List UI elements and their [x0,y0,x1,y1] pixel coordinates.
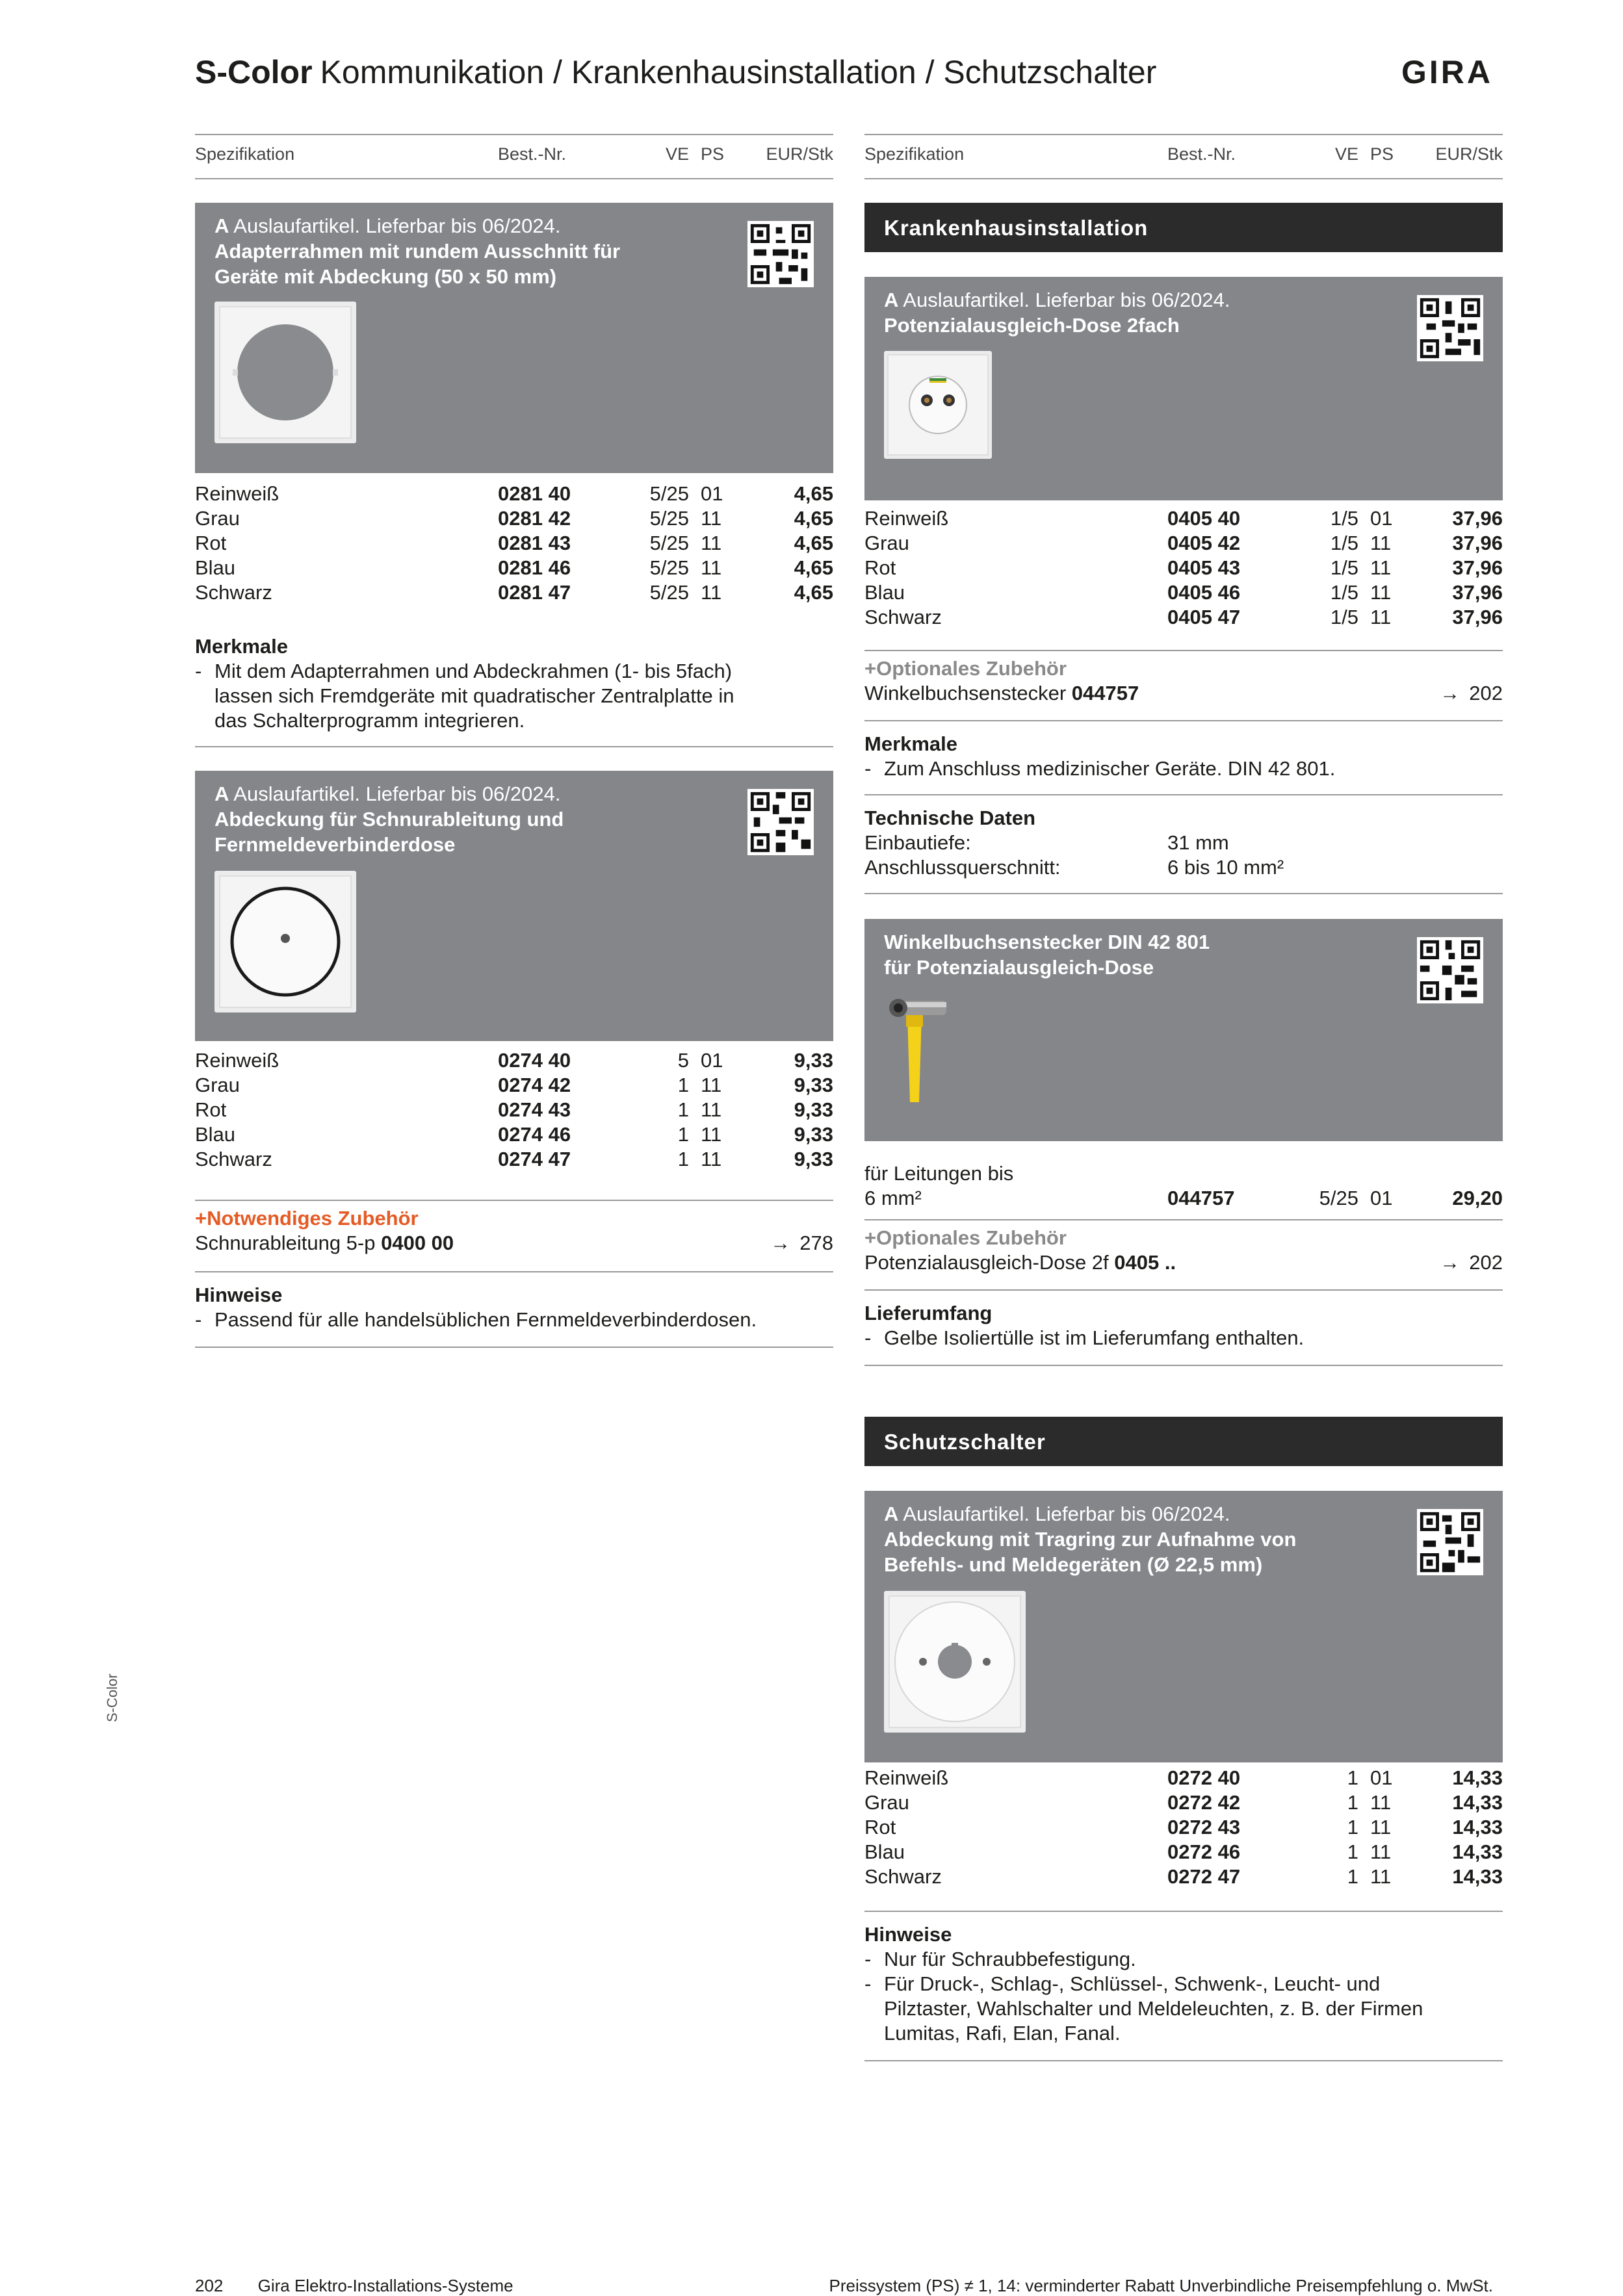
product-title: Winkelbuchsenstecker DIN 42 801 für Potenzialausgleich-Dose [884,931,1210,979]
cell-price: 9,33 [794,1074,833,1096]
brand-logo: GIRA [1401,54,1493,90]
divider [864,794,1503,795]
cell-nr: 0272 46 [1167,1840,1241,1863]
table-row [195,1074,833,1098]
cell-nr: 0405 47 [1167,606,1241,628]
product-title: A Auslaufartikel. Lieferbar bis 06/2024. Potenzialausgleich-Dose 2fach [884,289,1230,337]
column-header [195,134,833,179]
cell-ve: 1 [1347,1791,1358,1814]
cell-name: Grau [864,532,909,554]
cell-ve: 1 [1347,1840,1358,1863]
cell-nr: 0272 47 [1167,1865,1241,1888]
cell-price: 4,65 [794,556,833,579]
product-image-tragring [884,1591,1026,1733]
cell-name: Grau [864,1791,909,1814]
cell-price: 37,96 [1452,581,1503,604]
cell-name: Blau [195,1123,236,1146]
table-row [195,482,833,507]
cell-nr: 0274 47 [498,1148,571,1170]
table-row [864,507,1503,532]
product-image-potenzialausgleich [884,351,992,459]
cell-nr: 0281 46 [498,556,571,579]
cell-price: 14,33 [1452,1865,1503,1888]
qr-code-icon[interactable] [1417,1509,1483,1575]
cell-price: 14,33 [1452,1816,1503,1838]
cell-price: 14,33 [1452,1766,1503,1789]
cell-ps: 01 [1370,507,1393,530]
col-ps: PS [701,144,725,164]
cell-ps: 01 [1370,1766,1393,1789]
merkmale-adapterrahmen: Merkmale - Mit dem Adapterrahmen und Abdeckrahmen (1- bis 5fach) lassen sich Fremdgeräte mit quadratischer Zentralplatte in das Schalterprogramm integrieren. [195,634,833,733]
cell-name: Schwarz [864,606,942,628]
cell-ps: 11 [1370,606,1392,628]
cell-ps: 11 [701,507,722,530]
cell-ps: 01 [701,1049,723,1072]
cell-name: Grau [195,1074,240,1096]
cell-name: Rot [195,1098,227,1121]
cell-nr: 0272 42 [1167,1791,1241,1814]
product-panel-adapterrahmen [195,203,833,473]
cell-nr: 0274 46 [498,1123,571,1146]
cell-price: 14,33 [1452,1791,1503,1814]
cell-ve: 1 [677,1074,689,1096]
side-label: S-Color [104,1673,120,1722]
cell-name: Rot [864,556,896,579]
cell-ve: 1 [677,1098,689,1121]
cell-ps: 11 [701,532,722,554]
product-panel-potenzialausgleich [864,277,1503,500]
hinweise-abdeckung: Hinweise - Passend für alle handelsüblichen Fernmeldeverbinderdosen. [195,1283,833,1332]
cell-ve: 1 [1347,1816,1358,1838]
cell-ve: 1/5 [1330,532,1358,554]
table-row [864,1766,1503,1791]
col-price: EUR/Stk [1435,144,1503,164]
cell-nr: 0272 40 [1167,1766,1241,1789]
series-name: S-Color [195,54,313,90]
cell-price: 9,33 [794,1098,833,1121]
cell-nr: 0281 42 [498,507,571,530]
accessory-optional: +Optionales Zubehör Winkelbuchsenstecker 044757 → 202 [864,657,1503,704]
cell-price: 4,65 [794,482,833,505]
cell-ps: 11 [1370,1840,1392,1863]
cell-name: Blau [864,1840,905,1863]
cell-price: 14,33 [1452,1840,1503,1863]
product-panel-abdeckung-schnurableitung [195,771,833,1041]
table-row [864,532,1503,556]
accessory-head: Optionales Zubehör [876,1226,1067,1249]
technische-daten: Technische Daten Einbautiefe: 31 mm Anschlussquerschnitt: 6 bis 10 mm² [864,806,1284,879]
footer-company: Gira Elektro-Installations-Systeme [257,2276,513,2295]
product-title: A Auslaufartikel. Lieferbar bis 06/2024. Abdeckung für Schnurableitung und Fernmeldeverbinderdose [214,782,564,856]
qr-code-icon[interactable] [747,789,814,855]
table-row [864,1840,1503,1865]
cell-nr: 0281 43 [498,532,571,554]
price-row-stecker-line1: für Leitungen bis [864,1162,1014,1185]
cell-ps: 11 [1370,1791,1392,1814]
product-image-abdeckung [214,871,356,1013]
cell-name: Reinweiß [864,1766,949,1789]
cell-price: 4,65 [794,507,833,530]
accessory-head: Notwendiges Zubehör [207,1207,419,1230]
cell-nr: 0405 46 [1167,581,1241,604]
cell-nr: 0274 42 [498,1074,571,1096]
qr-code-icon[interactable] [747,221,814,287]
divider [864,893,1503,894]
divider [195,1347,833,1348]
section-band-schutzschalter: Schutzschalter [864,1417,1503,1466]
footer-note: Preissystem (PS) ≠ 1, 14: verminderter Rabatt Unverbindliche Preisempfehlung o. MwSt. [829,2276,1493,2295]
cell-ps: 11 [1370,1816,1392,1838]
col-nr: Best.-Nr. [1167,144,1236,164]
col-nr: Best.-Nr. [498,144,567,164]
cell-price: 37,96 [1452,532,1503,554]
table-row [195,1098,833,1123]
cell-nr: 0405 43 [1167,556,1241,579]
col-ps: PS [1370,144,1394,164]
table-row [195,1123,833,1148]
col-ve: VE [665,144,689,164]
cell-nr: 0274 40 [498,1049,571,1072]
column-header [864,134,1503,179]
product-title: A Auslaufartikel. Lieferbar bis 06/2024. Adapterrahmen mit rundem Ausschnitt für Geräte mit Abdeckung (50 x 50 mm) [214,214,621,288]
divider [195,746,833,747]
qr-code-icon[interactable] [1417,937,1483,1003]
page-number: 202 [195,2276,224,2295]
cell-ps: 01 [701,482,723,505]
divider [195,1200,833,1201]
cell-ps: 11 [1370,556,1392,579]
merkmale-potenzialausgleich: Merkmale - Zum Anschluss medizinischer Geräte. DIN 42 801. [864,732,1503,781]
table-row [195,1049,833,1074]
arrow-right-icon: → [1440,1251,1460,1274]
cell-ve: 1/5 [1330,606,1358,628]
cell-price: 4,65 [794,532,833,554]
cell-nr: 0281 47 [498,581,571,604]
cell-ve: 5 [677,1049,689,1072]
cell-ps: 11 [701,581,722,604]
divider [864,1365,1503,1366]
table-row [195,581,833,606]
divider [864,1911,1503,1912]
divider [864,650,1503,651]
table-row [195,507,833,532]
cell-name: Rot [864,1816,896,1838]
cell-ps: 11 [1370,532,1392,554]
cell-ps: 11 [701,556,722,579]
cell-ve: 1/5 [1330,581,1358,604]
cell-name: Reinweiß [195,1049,279,1072]
cell-ps: 11 [701,1148,722,1170]
accessory-row[interactable]: Potenzialausgleich-Dose 2f 0405 .. → 202 [864,1251,1503,1274]
table-row [864,1865,1503,1890]
product-image-adapterrahmen [214,302,356,443]
cell-ps: 11 [1370,581,1392,604]
cell-price: 9,33 [794,1148,833,1170]
col-spec: Spezifikation [864,144,965,164]
cell-ve: 5/25 [649,482,689,505]
accessory-head: Optionales Zubehör [876,657,1067,680]
cell-price: 4,65 [794,581,833,604]
cell-name: Reinweiß [864,507,949,530]
divider [864,720,1503,721]
table-row [195,1148,833,1172]
cell-name: Schwarz [195,1148,272,1170]
cell-name: Grau [195,507,240,530]
cell-nr: 0274 43 [498,1098,571,1121]
col-ve: VE [1334,144,1358,164]
table-row [864,581,1503,606]
cell-price: 9,33 [794,1123,833,1146]
table-row [864,556,1503,581]
divider [864,1219,1503,1220]
cell-ve: 1 [1347,1766,1358,1789]
cell-name: Reinweiß [195,482,279,505]
table-row [195,556,833,581]
cell-ve: 1/5 [1330,507,1358,530]
cell-ve: 5/25 [649,532,689,554]
cell-name: Rot [195,532,227,554]
qr-code-icon[interactable] [1417,295,1483,361]
right-column [864,0,1503,2295]
cell-ps: 11 [701,1123,722,1146]
col-price: EUR/Stk [766,144,833,164]
cell-ve: 5/25 [649,507,689,530]
cell-nr: 0405 40 [1167,507,1241,530]
divider [864,1289,1503,1291]
section-band-krankenhaus: Krankenhausinstallation [864,203,1503,252]
price-row-stecker: 6 mm² 044757 5/25 01 29,20 [864,1187,1503,1209]
accessory-row[interactable]: Winkelbuchsenstecker 044757 → 202 [864,682,1503,704]
cell-name: Blau [864,581,905,604]
left-column [195,0,833,2295]
cell-ve: 5/25 [649,581,689,604]
cell-name: Blau [195,556,236,579]
cell-ve: 1/5 [1330,556,1358,579]
cell-ve: 5/25 [649,556,689,579]
divider [864,2060,1503,2061]
table-row [195,532,833,556]
cell-nr: 0405 42 [1167,532,1241,554]
lieferumfang: Lieferumfang - Gelbe Isoliertülle ist im Lieferumfang enthalten. [864,1301,1503,1350]
cell-ps: 11 [701,1098,722,1121]
divider [195,1271,833,1272]
product-image-stecker [881,992,953,1109]
accessory-required: +Notwendiges Zubehör Schnurableitung 5-p 0400 00 → 278 [195,1207,833,1254]
product-panel-tragring [864,1491,1503,1762]
cell-ps: 11 [701,1074,722,1096]
cell-ve: 1 [677,1123,689,1146]
hinweise-tragring: Hinweise - Nur für Schraubbefestigung. - Für Druck-, Schlag-, Schlüssel-, Schwenk-, Leucht- und Pilztaster, Wahlschalter und Meldeleuchten, z. B. der Firmen Lumitas, Rafi, Elan, Fanal. [864,1922,1503,2046]
accessory-optional: +Optionales Zubehör Potenzialausgleich-Dose 2f 0405 .. → 202 [864,1226,1503,1274]
table-row [864,1791,1503,1816]
page-subtitle: Kommunikation / Krankenhausinstallation / Schutzschalter [320,54,1157,90]
cell-nr: 0272 43 [1167,1816,1241,1838]
cell-name: Schwarz [195,581,272,604]
table-row [864,1816,1503,1840]
accessory-row[interactable]: Schnurableitung 5-p 0400 00 → 278 [195,1232,833,1254]
cell-ps: 11 [1370,1865,1392,1888]
cell-name: Schwarz [864,1865,942,1888]
product-title: A Auslaufartikel. Lieferbar bis 06/2024. Abdeckung mit Tragring zur Aufnahme von Befehls- und Meldegeräten (Ø 22,5 mm) [884,1503,1297,1576]
cell-price: 37,96 [1452,606,1503,628]
arrow-right-icon: → [770,1232,790,1254]
col-spec: Spezifikation [195,144,295,164]
cell-price: 37,96 [1452,556,1503,579]
cell-ve: 1 [677,1148,689,1170]
cell-ve: 1 [1347,1865,1358,1888]
cell-price: 37,96 [1452,507,1503,530]
footer-left [195,2276,513,2296]
product-panel-winkelbuchsenstecker [864,919,1503,1141]
cell-nr: 0281 40 [498,482,571,505]
cell-price: 9,33 [794,1049,833,1072]
arrow-right-icon: → [1440,682,1460,704]
table-row [864,606,1503,630]
